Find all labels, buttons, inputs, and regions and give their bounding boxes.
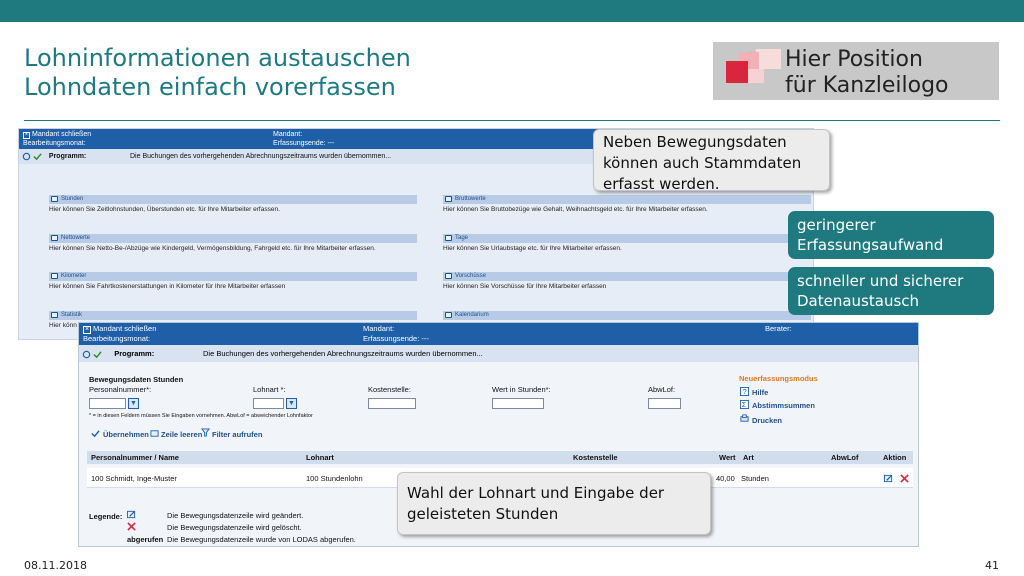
benefit-exchange-box <box>788 267 994 315</box>
column-header[interactable]: AbwLof <box>831 453 859 462</box>
print-icon <box>740 414 749 423</box>
page-number: 41 <box>985 559 999 572</box>
wage-type-input[interactable] <box>253 398 284 409</box>
wage-factor-input[interactable] <box>648 398 681 409</box>
callout-master-data <box>593 129 830 191</box>
program-label: Programm: <box>48 153 87 160</box>
tile-description: Hier können Sie Zeitlohnstunden, Überstunden etc. für Ihre Mitarbeiter erfassen. <box>49 206 280 213</box>
tile-statistik[interactable]: Statistik <box>49 311 417 320</box>
program-label: Programm: <box>114 349 155 358</box>
cost-center-input[interactable] <box>368 398 416 409</box>
personnel-number-label: Personalnummer*: <box>89 385 152 394</box>
check-icon[interactable] <box>93 350 102 359</box>
folder-icon <box>51 273 58 279</box>
callout-line: Neben Bewegungsdaten <box>603 133 787 151</box>
totals-icon <box>740 400 749 409</box>
edit-icon <box>127 510 136 519</box>
close-icon[interactable]: × <box>24 132 29 138</box>
callout-line: können auch Stammdaten <box>603 154 802 172</box>
check-icon <box>91 429 100 438</box>
column-header: Aktion <box>883 453 907 462</box>
title-line-1: Lohninformationen austauschen <box>24 44 411 72</box>
tile-description: Hier können Sie Urlaubstage etc. für Ihre Mitarbeiter erfassen. <box>443 245 622 252</box>
benefit-effort-box <box>788 211 994 259</box>
legend-fetched-key: abgerufen <box>127 535 164 544</box>
entry-end-label: Erfassungsende: --- <box>363 334 429 343</box>
filter-icon <box>201 428 210 437</box>
wage-factor-label: AbwLof: <box>648 385 676 394</box>
column-header[interactable]: Kostenstelle <box>573 453 618 462</box>
clear-row-button[interactable]: Zeile leeren <box>161 430 203 439</box>
row-type: Stunden <box>741 474 769 483</box>
svg-text:Σ: Σ <box>741 400 747 409</box>
program-status-text: Die Buchungen des vorhergehenden Abrechnungszeitraums wurden übernommen... <box>203 349 483 358</box>
hours-value-label: Wert in Stunden*: <box>492 385 551 394</box>
column-header[interactable]: Personalnummer / Name <box>91 453 179 462</box>
delete-icon[interactable] <box>900 474 909 483</box>
logo-text <box>785 47 949 99</box>
required-fields-note: * = in diesen Feldern müssen Sie Eingaben vornehmen. AbwLof = abweichender Lohnfaktor <box>89 413 313 419</box>
tile-kilometer[interactable]: Kilometer <box>49 272 417 281</box>
tile-description: Hier können Sie Fahrtkostenerstattungen in Kilometer für Ihre Mitarbeiter erfassen <box>49 283 286 290</box>
title-divider <box>24 120 1000 121</box>
client-label: Mandant: <box>363 324 395 333</box>
legend-deleted: Die Bewegungsdatenzeile wird gelöscht. <box>167 523 302 532</box>
row-value: 40,00 <box>716 474 735 483</box>
callout-line: erfasst werden. <box>603 175 720 193</box>
row-person: 100 Schmidt, Inge-Muster <box>91 474 177 483</box>
refresh-icon[interactable] <box>22 152 31 161</box>
logo-placeholder <box>713 42 999 100</box>
personnel-number-input[interactable] <box>89 398 126 409</box>
folder-icon <box>445 196 452 202</box>
callout-line: Wahl der Lohnart und Eingabe der <box>407 484 665 502</box>
tile-description: Hier könn <box>49 322 77 329</box>
folder-icon <box>51 312 58 318</box>
title-line-2: Lohndaten einfach vorerfassen <box>24 73 396 101</box>
clear-row-icon <box>150 429 159 438</box>
tile-description: Hier können Sie Bruttobezüge wie Gehalt, Weihnachtsgeld etc. für Ihre Mitarbeiter erfassen. <box>443 206 708 213</box>
tile-stunden[interactable]: Stunden <box>49 195 417 204</box>
apply-button[interactable]: Übernehmen <box>103 430 149 439</box>
table-header <box>87 451 913 464</box>
tile-bruttowerte[interactable]: Bruttowerte <box>443 195 811 204</box>
folder-icon <box>51 196 58 202</box>
column-header[interactable]: Wert <box>719 453 736 462</box>
personnel-number-dropdown[interactable]: ▼ <box>128 398 139 409</box>
benefit-line: Datenaustausch <box>797 292 920 310</box>
callout-wage-type <box>397 472 711 535</box>
legend-changed: Die Bewegungsdatenzeile wird geändert. <box>167 511 304 520</box>
tile-vorschuesse[interactable]: Vorschüsse <box>443 272 811 281</box>
advisor-label: Berater: <box>765 324 792 333</box>
close-client-link[interactable]: Mandant schließen <box>93 324 157 333</box>
edit-icon[interactable] <box>884 474 893 483</box>
legend-title: Legende: <box>89 512 123 521</box>
screen-header <box>79 323 918 345</box>
close-icon[interactable]: × <box>84 326 90 333</box>
delete-icon <box>127 522 136 531</box>
filter-button[interactable]: Filter aufrufen <box>212 430 263 439</box>
logo-line-1: Hier Position <box>785 47 923 72</box>
column-header[interactable]: Art <box>743 453 754 462</box>
row-wage-type: 100 Stundenlohn <box>306 474 363 483</box>
refresh-icon[interactable] <box>82 350 91 359</box>
program-status-text: Die Buchungen des vorhergehenden Abrechnungszeitraums wurden übernommen... <box>130 153 392 160</box>
wage-type-dropdown[interactable]: ▼ <box>286 398 297 409</box>
help-link[interactable]: Hilfe <box>752 388 769 397</box>
screen-toolbar <box>79 345 918 362</box>
check-icon[interactable] <box>33 152 42 161</box>
top-bar <box>0 0 1024 22</box>
help-icon <box>740 387 749 396</box>
tile-kalendarium[interactable]: Kalendarium <box>443 311 811 320</box>
print-link[interactable]: Drucken <box>752 416 783 425</box>
callout-line: geleisteten Stunden <box>407 505 559 523</box>
folder-icon <box>51 235 58 241</box>
cost-center-label: Kostenstelle: <box>368 385 411 394</box>
logo-square <box>726 61 748 83</box>
tile-description: Hier können Sie Netto-Be-/Abzüge wie Kindergeld, Vermögensbildung, Fahrgeld etc. für Ihre Mitarbeiter erfassen. <box>49 245 376 252</box>
logo-line-2: für Kanzleilogo <box>785 73 949 98</box>
reconciliation-totals-link[interactable]: Abstimmsummen <box>752 401 815 410</box>
client-label: Mandant: <box>273 131 303 138</box>
tile-tage[interactable]: Tage <box>443 234 811 243</box>
benefit-line: schneller und sicherer <box>797 272 964 290</box>
slide-date: 08.11.2018 <box>24 559 87 572</box>
folder-icon <box>445 273 452 279</box>
billing-month-label: Bearbeitungsmonat: <box>83 334 151 343</box>
logo-square <box>756 49 781 69</box>
wage-type-label: Lohnart *: <box>253 385 286 394</box>
hours-value-input[interactable] <box>492 398 544 409</box>
tile-description: Hier können Sie Vorschüsse für Ihre Mitarbeiter erfassen <box>443 283 607 290</box>
entry-end-label: Erfassungsende: --- <box>273 140 335 147</box>
close-client-link[interactable]: Mandant schließen <box>32 131 92 138</box>
benefit-line: Erfassungsaufwand <box>797 236 944 254</box>
benefit-line: geringerer <box>797 216 876 234</box>
billing-month-label: Bearbeitungsmonat: <box>23 140 86 147</box>
slide-title <box>24 44 411 102</box>
svg-text:?: ? <box>742 387 747 396</box>
section-title: Bewegungsdaten Stunden <box>89 375 184 384</box>
tile-nettowerte[interactable]: Nettowerte <box>49 234 417 243</box>
column-header[interactable]: Lohnart <box>306 453 334 462</box>
folder-icon <box>445 235 452 241</box>
mode-label: Neuerfassungsmodus <box>739 374 818 383</box>
logo-square <box>748 69 764 83</box>
folder-icon <box>445 312 452 318</box>
legend-fetched: Die Bewegungsdatenzeile wurde von LODAS abgerufen. <box>167 535 356 544</box>
